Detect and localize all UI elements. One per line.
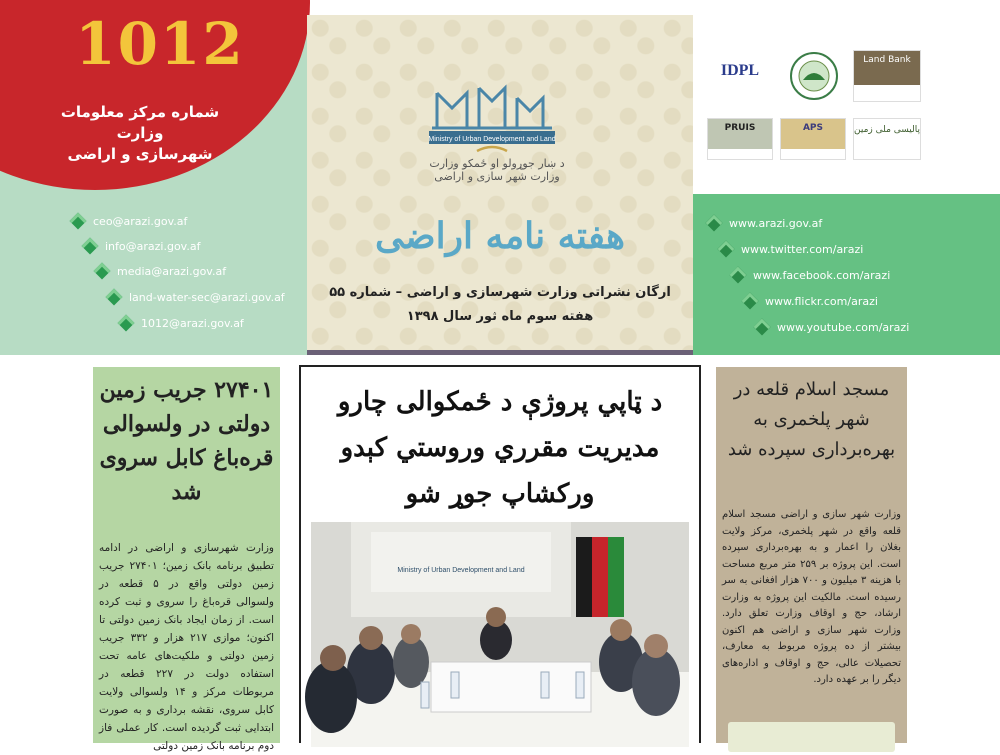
website-row[interactable] xyxy=(756,318,909,336)
emblem-logo xyxy=(789,50,839,102)
website-link[interactable]: www.arazi.gov.af xyxy=(729,216,823,230)
aps-logo-text: APS xyxy=(781,119,845,149)
hotline-description xyxy=(40,102,240,165)
left-article-body: وزارت شهرسازی و اراضی در ادامه تطبیق برنامه بانک زمین؛ ۲۷۴۰۱ جریب زمین دولتی واقع در ۵ قطعه در ولسوالی قره‌باغ را سروی و ثبت کرده است. از زمان ایجاد بانک زمین دولتی تا اکنون؛ موازی ۲۱۷ هزار و ۳۳۲ جریب زمین دولتی و ملکیت‌های عامه تحت استفاده دولت در ۲۲۷ قطعه در مربوطات مرکز و ۱۴ ولسوالی ولایت کابل سروی، نقشه برداری و به صورت ابتدایی ثبت گردیده است. کار عملی فاز دوم برنامه بانک زمین دولتی xyxy=(99,542,275,752)
masthead xyxy=(307,15,693,355)
website-link[interactable]: www.youtube.com/arazi xyxy=(777,320,910,334)
website-row[interactable] xyxy=(720,240,863,258)
website-panel xyxy=(693,194,1000,355)
issue-date-line: هفته سوم ماه ثور سال ۱۳۹۸ xyxy=(406,309,594,324)
land-bank-logo xyxy=(853,50,921,102)
hotline-panel xyxy=(0,0,307,355)
green-diamond-icon xyxy=(706,215,723,232)
left-article-headline: ۲۷۴۰۱ جریب زمین دولتی در ولسوالی قره‌باغ کابل سروی شد xyxy=(99,377,274,505)
email-row[interactable] xyxy=(108,288,285,306)
issue-organ-line: ارگان نشراتی وزارت شهرسازی و اراضی – شماره ۵۵ xyxy=(329,285,671,300)
land-bank-logo-text: Land Bank xyxy=(854,51,920,85)
meeting-photo-illustration xyxy=(311,522,689,747)
email-row[interactable] xyxy=(84,237,200,255)
hotline-text-line2: شهرسازی و اراضی xyxy=(67,145,213,163)
email-row[interactable] xyxy=(72,212,187,230)
ministry-logo-caption: Ministry of Urban Development and Land xyxy=(428,136,556,143)
hotline-text-line1: شماره مرکز معلومات وزارت xyxy=(60,103,220,142)
pruis-logo-text: PRUIS xyxy=(708,119,772,149)
right-article-headline: مسجد اسلام قلعه در شهر پلخمری به بهره‌برداری سپرده شد xyxy=(727,379,896,460)
website-link[interactable]: www.flickr.com/arazi xyxy=(765,294,878,308)
website-link[interactable]: www.twitter.com/arazi xyxy=(741,242,864,256)
email-link[interactable]: 1012@arazi.gov.af xyxy=(141,316,244,330)
hotline-number: 1012 xyxy=(75,10,245,78)
green-diamond-icon xyxy=(742,293,759,310)
green-diamond-icon xyxy=(718,241,735,258)
photo-banner-text: Ministry of Urban Development and Land xyxy=(397,567,525,574)
email-link[interactable]: ceo@arazi.gov.af xyxy=(93,214,188,228)
center-article-headline: د ټاپي پروژې د ځمکوالی چارو مدیریت مقرري وروستي کېدو ورکشاپ جوړ شو xyxy=(337,387,663,509)
website-row[interactable] xyxy=(732,266,890,284)
right-article-body: وزارت شهر سازی و اراضی مسجد اسلام قلعه واقع در شهر پلخمری، مرکز ولایت بغلان را اعمار و به بهره‌برداری سپرده است. این پروژه بر ۲۵۹ متر مربع مساحت با هزینه ۳ میلیون و ۷۰۰ هزار افغانی به سر رسیده است. مالکیت این پروژه به وزارت ارشاد، حج و اوقاف وزارت تعلق دارد. وزارت شهر سازی و اراضی هم اکنون بیشتر از ده پروژه مربوط به معارف، تحصیلات عالی، حج و اوقاف و اداره‌های دیگر را بر عهده دارد. xyxy=(722,509,902,685)
email-row[interactable] xyxy=(120,314,244,332)
website-link[interactable]: www.facebook.com/arazi xyxy=(753,268,891,282)
meeting-photo xyxy=(311,522,689,747)
mosque-photo xyxy=(728,722,895,752)
idpl-logo-text: IDPL xyxy=(720,62,760,79)
ministry-name xyxy=(397,157,597,183)
pruis-logo xyxy=(707,118,773,160)
ministry-name-pashto: د ښار جوړولو او ځمکو وزارت xyxy=(429,157,565,170)
green-diamond-icon xyxy=(106,289,123,306)
publication-title: هفته نامه اراضی xyxy=(375,215,625,257)
green-diamond-icon xyxy=(118,315,135,332)
ministry-name-dari: وزارت شهر سازی و اراضی xyxy=(434,170,560,183)
land-policy-logo-text: پالیسی ملی زمین xyxy=(854,125,920,135)
ministry-logo xyxy=(417,73,567,163)
website-row[interactable] xyxy=(744,292,878,310)
left-article xyxy=(93,367,280,752)
center-article xyxy=(299,365,701,743)
email-link[interactable]: land-water-sec@arazi.gov.af xyxy=(129,290,285,304)
green-diamond-icon xyxy=(70,213,87,230)
land-policy-logo xyxy=(853,118,921,160)
green-diamond-icon xyxy=(82,238,99,255)
afghan-emblem-icon xyxy=(789,50,839,102)
idpl-logo xyxy=(707,50,773,102)
green-diamond-icon xyxy=(94,263,111,280)
green-diamond-icon xyxy=(730,267,747,284)
email-link[interactable]: info@arazi.gov.af xyxy=(105,239,201,253)
email-link[interactable]: media@arazi.gov.af xyxy=(117,264,227,278)
website-row[interactable] xyxy=(708,214,822,232)
email-row[interactable] xyxy=(96,262,226,280)
aps-logo xyxy=(780,118,846,160)
green-diamond-icon xyxy=(754,319,771,336)
right-article xyxy=(716,367,907,743)
